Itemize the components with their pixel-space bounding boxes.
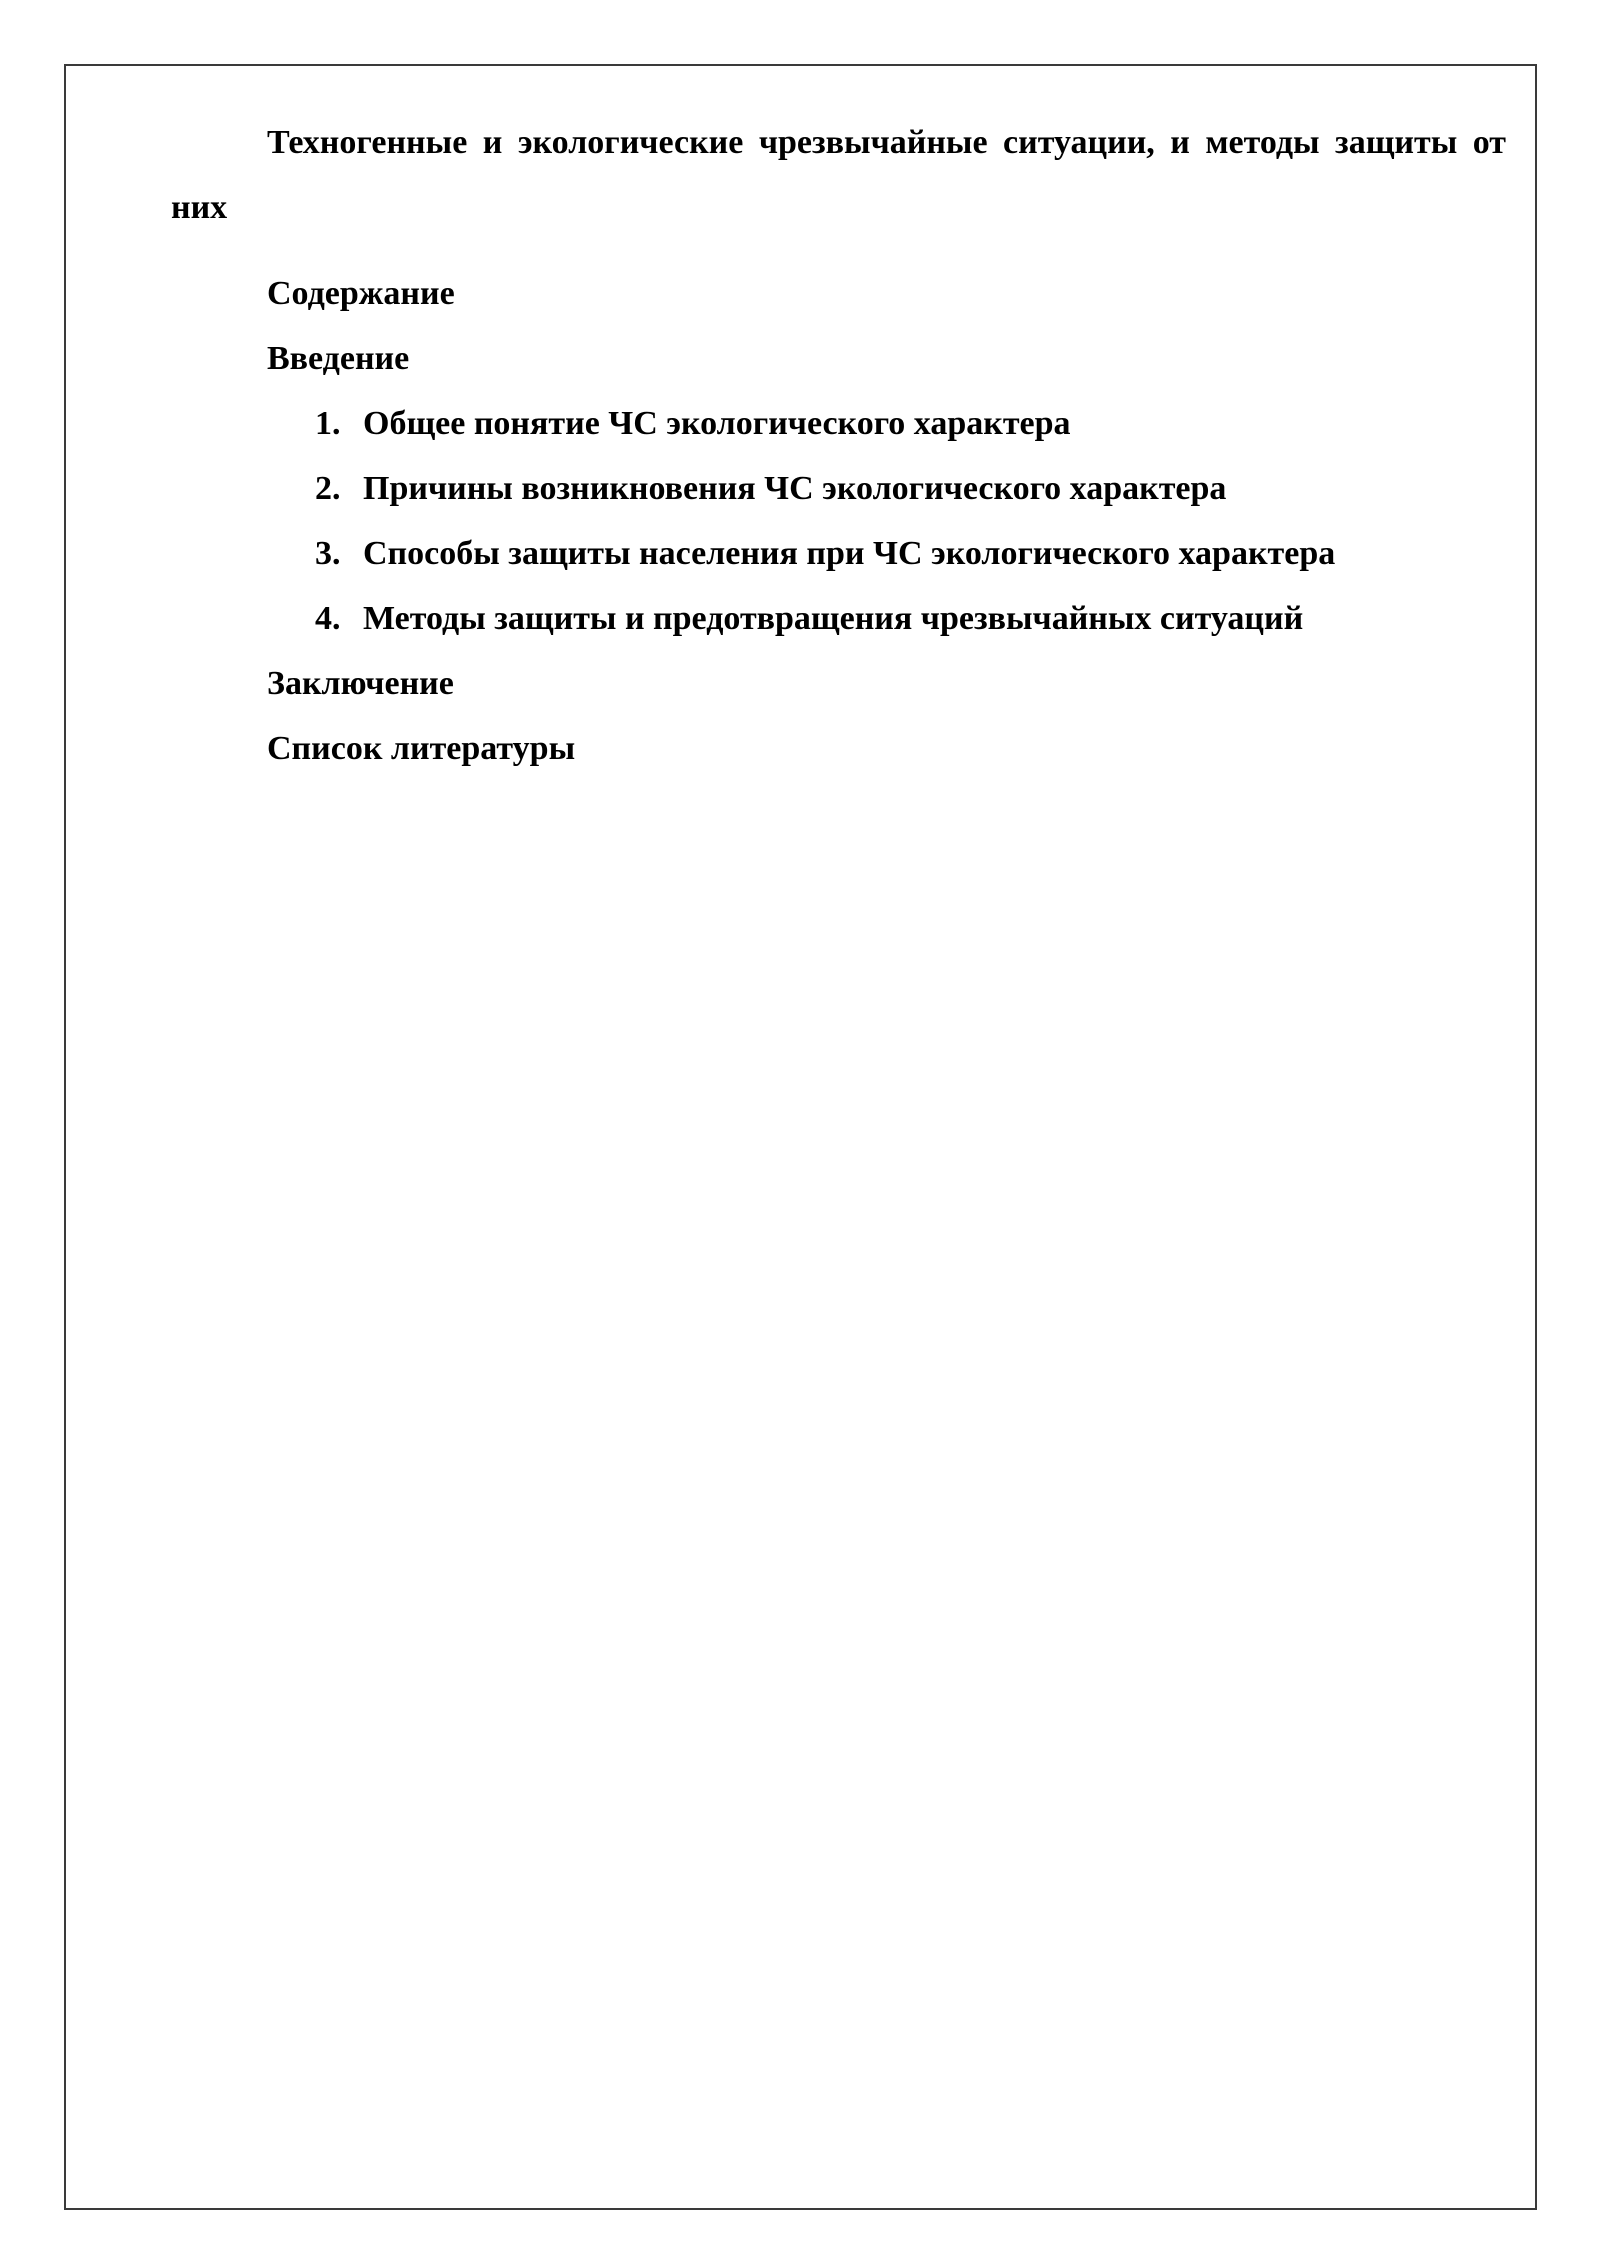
toc-entry-intro: Введение (267, 340, 410, 377)
document-title: Техногенные и экологические чрезвычайные ситуации, и методы защиты от них (171, 124, 1506, 226)
toc-numbered-list (171, 391, 1506, 651)
toc-item-label: Общее понятие ЧС экологического характера (363, 405, 1071, 442)
toc-item (315, 391, 1506, 456)
document-body (171, 110, 1506, 781)
toc-item-label: Причины возникновения ЧС экологического характера (363, 470, 1227, 507)
toc-item-number: 4. (315, 600, 341, 637)
toc-item-number: 1. (315, 405, 341, 442)
toc-item-number: 2. (315, 470, 341, 507)
toc-item-number: 3. (315, 535, 341, 572)
toc-item-label: Способы защиты населения при ЧС экологического характера (363, 535, 1336, 572)
toc-entry-bibliography: Список литературы (267, 730, 576, 767)
toc-heading: Содержание (267, 275, 455, 312)
toc-item (315, 586, 1506, 651)
toc-item (315, 456, 1506, 521)
toc-item (315, 521, 1506, 586)
toc-item-label: Методы защиты и предотвращения чрезвычайных ситуаций (363, 600, 1304, 637)
table-of-contents (171, 261, 1506, 781)
toc-entry-conclusion: Заключение (267, 665, 454, 702)
